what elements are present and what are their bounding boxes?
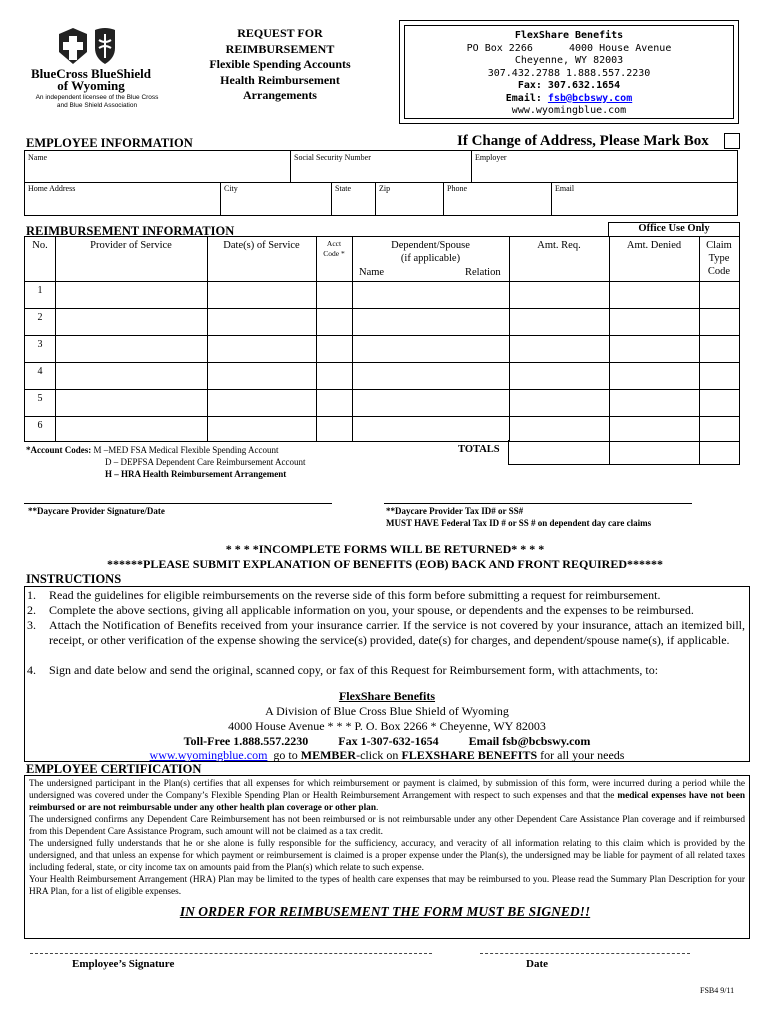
employee-signature-label: Employee’s Signature — [72, 958, 175, 970]
logo-name-line1: BlueCross BlueShield — [30, 66, 152, 81]
instruction-number: 4. — [27, 663, 36, 677]
account-codes — [26, 444, 305, 480]
instruction-item: Sign and date below and send the original, scanned copy, or fax of this Request for Reimbursement form, with attachments, to: — [49, 663, 659, 677]
totals-box[interactable] — [508, 440, 740, 465]
zip-field[interactable]: Zip — [379, 184, 391, 193]
contact-name: FlexShare Benefits — [514, 30, 624, 41]
instruction-item: Read the guidelines for eligible reimbursements on the reverse side of this form before submitting a request for reimbursement. — [49, 588, 661, 602]
col-acct-line2: Code * — [323, 249, 345, 258]
col-dates: Date(s) of Service — [223, 240, 300, 251]
signature-date-line[interactable] — [480, 953, 690, 954]
form-title-line: Health Reimbursement — [220, 72, 340, 87]
form-title — [200, 26, 360, 104]
instructions-heading: INSTRUCTIONS — [26, 572, 122, 586]
table-row[interactable]: 3 — [37, 339, 43, 350]
instruction-number: 3. — [27, 618, 36, 632]
website-instruction-pre: go to — [267, 748, 301, 762]
phone-field[interactable]: Phone — [447, 184, 467, 193]
reimbursement-table — [24, 236, 740, 442]
cert-p1c: . — [376, 803, 379, 813]
mail-address: 4000 House Avenue * * * P. O. Box 2266 * Cheyenne, WY 82003 — [228, 719, 546, 733]
form-id: FSB4 9/11 — [700, 986, 735, 995]
account-code-h: H – HRA Health Reimbursement Arrangement — [105, 469, 287, 479]
employee-signature-line[interactable] — [30, 953, 432, 954]
logo-tagline — [27, 94, 167, 110]
contact-box — [399, 20, 739, 124]
instruction-number: 2. — [27, 603, 36, 617]
cert-p4: Your Health Reimbursement Arrangement (HRA) Plan may be limited to the types of health care expenses that may be reimbursed to you. Please read the Summary Plan Description for your HRA Plan, for a list of eligible expenses. — [29, 875, 745, 897]
employee-info-heading: EMPLOYEE INFORMATION — [26, 136, 193, 150]
contact-address2: Cheyenne, WY 82003 — [514, 55, 624, 66]
cert-p1a: The undersigned participant in the Plan(s) certifies that all expenses for which reimbursement or payment is claimed, by submission of this form, were incurred during a period while the undersigned was covered under the Company’s Flexible Spending Plan or Health Reimbursement Arrangement with respect to such expenses and that the — [29, 779, 745, 801]
state-field[interactable]: State — [335, 184, 351, 193]
contact-address1: PO Box 2266 4000 House Avenue — [466, 42, 672, 54]
table-row[interactable]: 5 — [37, 393, 43, 404]
col-claim-line3: Code — [707, 266, 731, 277]
logo-tagline-line1: An independent licensee of the Blue Cross — [35, 94, 159, 101]
daycare-taxid-line[interactable] — [384, 503, 692, 504]
col-dependent: Dependent/Spouse — [391, 240, 470, 251]
website-instruction-flex: FLEXSHARE BENEFITS — [401, 748, 538, 762]
logo-tagline-line2: and Blue Shield Association — [56, 102, 138, 109]
website-instruction-mid: -click on — [356, 748, 402, 762]
col-dependent-relation: Relation — [465, 267, 501, 278]
website-link[interactable]: www.wyomingblue.com — [149, 748, 268, 762]
website-instruction-end: for all your needs — [537, 748, 625, 762]
daycare-taxid-note: MUST HAVE Federal Tax ID # or SS # on dependent day care claims — [386, 518, 652, 528]
employee-info-grid — [24, 150, 738, 216]
col-acct-line1: Acct — [326, 239, 342, 248]
website-instruction-member: MEMBER — [300, 748, 357, 762]
table-row[interactable]: 1 — [37, 285, 43, 296]
account-code-m: M –MED FSA Medical Flexible Spending Account — [93, 445, 279, 455]
contact-phones: 307.432.2788 1.888.557.2230 — [487, 67, 651, 79]
mail-fax: Fax 1-307-632-1654 — [338, 734, 439, 748]
mail-division: A Division of Blue Cross Blue Shield of Wyoming — [265, 704, 509, 718]
change-address-label: If Change of Address, Please Mark Box — [457, 133, 709, 149]
reimbursement-info-heading: REIMBURSEMENT INFORMATION — [26, 224, 235, 238]
bcbs-logo-icon — [55, 26, 145, 66]
cert-p1b: medical expenses have not been reimbursed or are not reimbursable under any other health plan coverage or other plan — [29, 791, 745, 813]
form-title-line: REIMBURSEMENT — [225, 41, 335, 56]
must-sign-notice: IN ORDER FOR REIMBUSEMENT THE FORM MUST BE SIGNED!! — [179, 904, 591, 919]
instructions-box — [24, 586, 750, 762]
eob-notice: ******PLEASE SUBMIT EXPLANATION OF BENEFITS (EOB) BACK AND FRONT REQUIRED****** — [107, 557, 663, 571]
ssn-field[interactable]: Social Security Number — [294, 153, 371, 162]
certification-heading: EMPLOYEE CERTIFICATION — [26, 762, 202, 776]
mail-email: Email fsb@bcbswy.com — [468, 734, 591, 748]
contact-email-label: Email: — [505, 92, 548, 104]
col-dependent-note: (if applicable) — [400, 253, 461, 264]
cert-p2: The undersigned confirms any Dependent Care Reimbursement has not been reimbursed or is not reimbursable under any other Dependent Care Assistance Plan coverage and if reimbursed from this Dependent Care Assistance Program, such amount will not be claimed as a tax credit. — [29, 815, 745, 837]
form-title-line: Flexible Spending Accounts — [209, 57, 351, 71]
signature-date-label: Date — [526, 958, 548, 970]
employer-field[interactable]: Employer — [475, 153, 507, 162]
form-title-line: Arrangements — [243, 88, 317, 102]
home-address-field[interactable]: Home Address — [28, 184, 76, 193]
col-claim-line2: Type — [708, 253, 730, 264]
table-row[interactable]: 4 — [37, 366, 43, 377]
col-amt-denied: Amt. Denied — [626, 240, 682, 251]
col-no: No. — [32, 240, 48, 251]
col-claim-line1: Claim — [706, 240, 732, 251]
logo-name — [26, 68, 156, 92]
cert-p3: The undersigned fully understands that he or she alone is fully responsible for the sufficiency, accuracy, and veracity of all information relating to this claim which is provided by the undersigned, and that unless an expense for which payment or reimbursement is claimed is a proper expense under the Plan(s), the undersigned may be liable for payment of all related taxes including federal, state, or city income tax on amounts paid from the Plan(s) which relate to such expense. — [29, 839, 745, 873]
city-field[interactable]: City — [224, 184, 238, 193]
col-amt-req: Amt. Req. — [537, 240, 581, 251]
change-address-checkbox[interactable] — [724, 133, 740, 149]
form-title-line: REQUEST FOR — [237, 26, 323, 40]
contact-fax: Fax: 307.632.1654 — [517, 80, 621, 91]
daycare-taxid-label: **Daycare Provider Tax ID# or SS# — [386, 506, 524, 516]
instruction-item: Complete the above sections, giving all applicable information on you, your spouse, or dependents and the expenses to be reimbursed. — [49, 603, 694, 617]
mail-tollfree: Toll-Free 1.888.557.2230 — [183, 734, 309, 748]
mail-fsb-name: FlexShare Benefits — [338, 689, 436, 703]
certification-text — [29, 778, 745, 898]
account-codes-label: *Account Codes: — [26, 445, 92, 455]
office-use-only-label: Office Use Only — [608, 222, 740, 237]
instruction-number: 1. — [27, 588, 36, 602]
daycare-signature-label: **Daycare Provider Signature/Date — [28, 506, 165, 516]
table-row[interactable]: 2 — [37, 312, 43, 323]
name-field[interactable]: Name — [28, 153, 48, 162]
table-row[interactable]: 6 — [37, 420, 43, 431]
account-code-d: D – DEPFSA Dependent Care Reimbursement Account — [105, 457, 306, 467]
contact-web: www.wyomingblue.com — [511, 105, 627, 116]
totals-label: TOTALS — [458, 444, 500, 455]
daycare-signature-line[interactable] — [24, 503, 332, 504]
incomplete-notice: * * * *INCOMPLETE FORMS WILL BE RETURNED* * * * — [225, 542, 545, 556]
email-field[interactable]: Email — [555, 184, 575, 193]
instruction-item: Attach the Notification of Benefits received from your insurance carrier. If the service is not covered by your insurance, attach an itemized bill, receipt, or other verification of the expense showing the service(s) provided, date(s) for charges, and dependent/spouse name(s), if applicable. — [49, 618, 745, 647]
contact-email-link[interactable]: fsb@bcbswy.com — [547, 92, 633, 104]
col-dependent-name: Name — [359, 267, 385, 278]
col-provider: Provider of Service — [90, 240, 172, 251]
logo-name-line2: of Wyoming — [57, 78, 125, 93]
